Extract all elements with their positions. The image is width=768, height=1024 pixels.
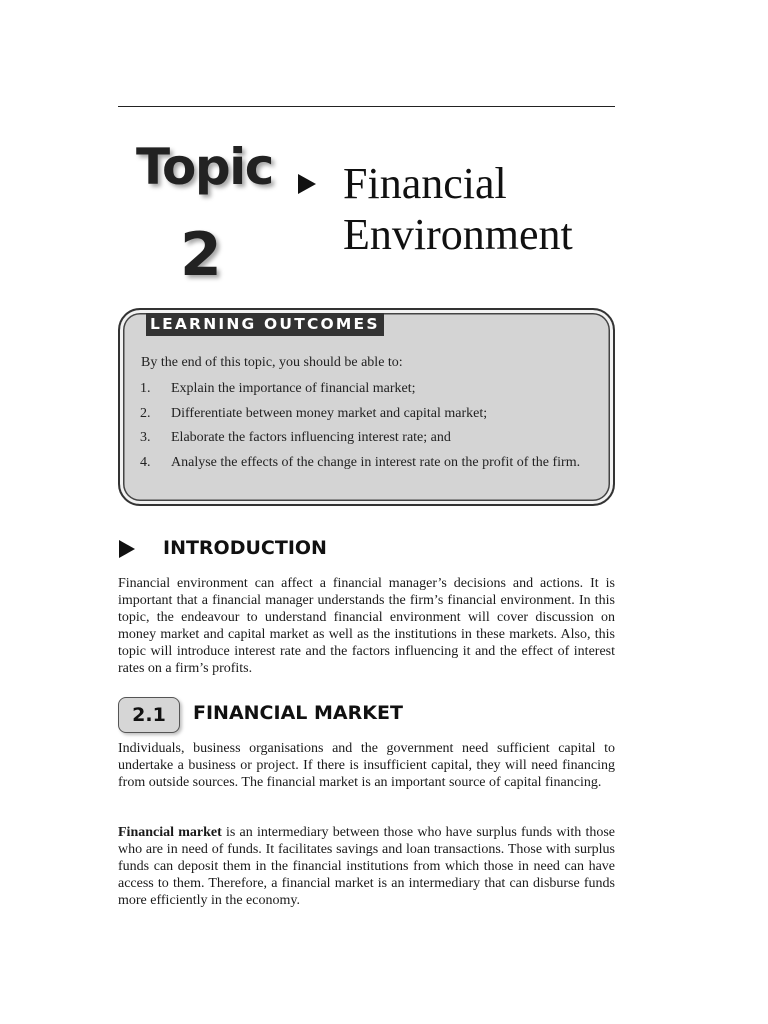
item-number: 3.	[140, 430, 151, 445]
financial-market-paragraph-2	[118, 824, 615, 909]
learning-outcomes-label: LEARNING OUTCOMES	[146, 313, 384, 336]
item-text: Differentiate between money market and capital market;	[171, 406, 488, 421]
introduction-heading: INTRODUCTION	[163, 537, 327, 559]
topic-title-line2: Environment	[343, 210, 573, 259]
item-number: 4.	[140, 455, 151, 470]
topic-word: Topic	[136, 138, 273, 196]
play-arrow-icon	[298, 174, 316, 194]
learning-outcome-item	[140, 380, 600, 397]
item-number: 1.	[140, 381, 151, 396]
topic-title-line1: Financial	[343, 159, 507, 208]
topic-number: 2	[180, 220, 222, 290]
play-arrow-icon	[119, 540, 135, 558]
item-number: 2.	[140, 406, 151, 421]
section-number-badge: 2.1	[118, 697, 180, 733]
introduction-paragraph: Financial environment can affect a financial manager’s decisions and actions. It is important that a financial manager understands the firm’s financial environment. In this topic, the endeavour to understand financial environment will cover discussion on money market and capital market as well as the institutions in these markets. Also, this topic will introduce interest rate and the factors influencing it and the effect of interest rates on a firm’s profits.	[118, 576, 615, 676]
term-financial-market: Financial market	[118, 825, 222, 840]
item-text: Analyse the effects of the change in interest rate on the profit of the firm.	[171, 455, 581, 470]
topic-title	[343, 158, 573, 260]
top-rule	[118, 106, 615, 107]
section-heading: FINANCIAL MARKET	[193, 702, 403, 724]
item-text: Elaborate the factors influencing interest rate; and	[171, 430, 451, 445]
learning-outcomes-intro: By the end of this topic, you should be able to:	[141, 355, 403, 370]
item-text: Explain the importance of financial market;	[171, 381, 416, 396]
learning-outcome-item	[140, 429, 600, 446]
learning-outcome-item	[140, 454, 600, 471]
learning-outcome-item	[140, 405, 600, 422]
financial-market-paragraph-1: Individuals, business organisations and the government need sufficient capital to undertake a business or project. If there is insufficient capital, they will need financing from outside sources. The financial market is an important source of capital financing.	[118, 741, 615, 790]
paragraph-2-text: is an intermediary between those who have surplus funds with those who are in need of funds. It facilitates savings and loan transactions. Those with surplus funds can deposit them in the financial institutions from which those in need can have access to them. Therefore, a financial market is an intermediary that can disburse funds more efficiently in the economy.	[118, 825, 615, 908]
